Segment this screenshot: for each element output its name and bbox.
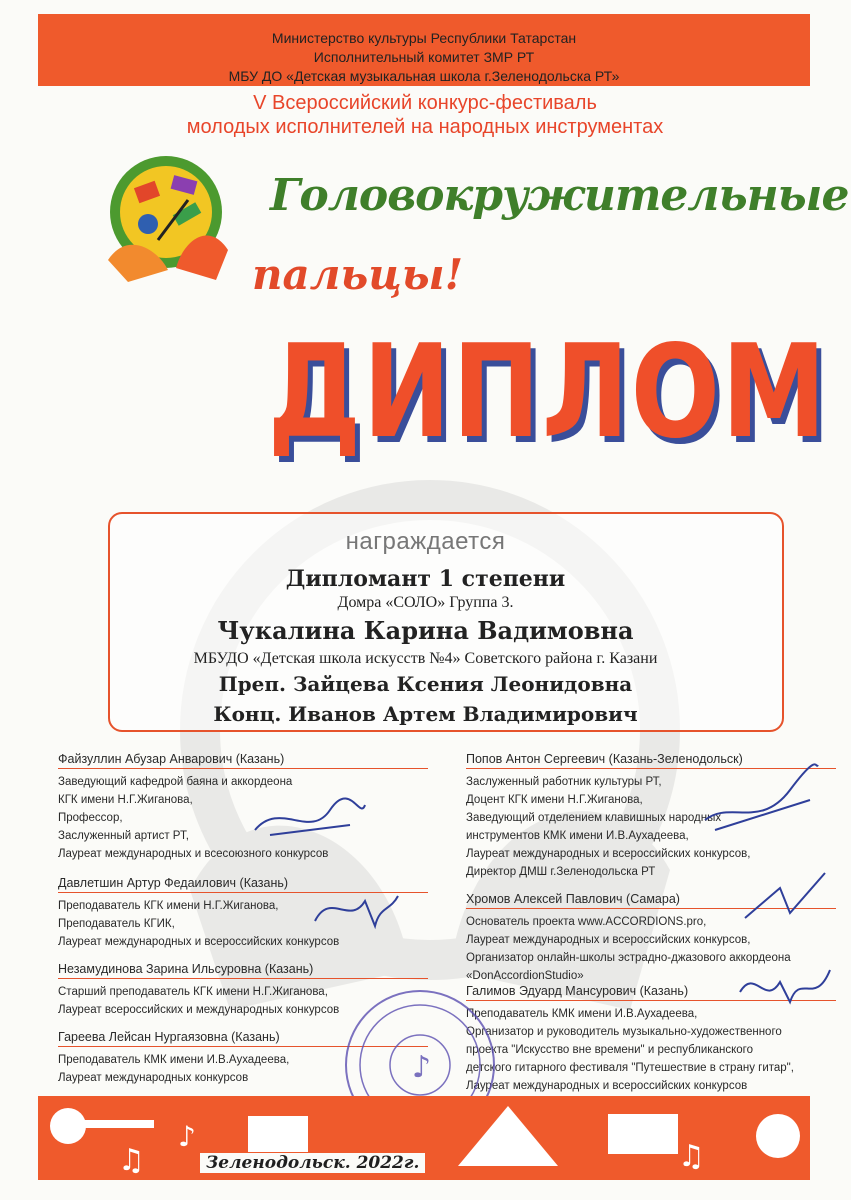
jury-title: КГК имени Н.Г.Жиганова, xyxy=(58,794,193,806)
jury-title: Лауреат международных и всероссийских конкурсов xyxy=(58,936,340,948)
jury-name: Файзуллин Абузар Анварович (Казань) xyxy=(58,752,428,769)
brand-title-line-1: Головокружительные xyxy=(270,170,849,221)
jury-title: Лауреат международных и всесоюзного конкурсов xyxy=(58,848,329,860)
jury-name: Давлетшин Артур Федаилович (Казань) xyxy=(58,876,428,893)
jury-name: Гареева Лейсан Нургаязовна (Казань) xyxy=(58,1030,428,1047)
jury-name: Хромов Алексей Павлович (Самара) xyxy=(466,892,836,909)
award-degree: Дипломант 1 степени xyxy=(285,566,566,592)
jury-title: Преподаватель КГИК, xyxy=(58,918,175,930)
jury-title: Заслуженный работник культуры РТ, xyxy=(466,776,662,788)
jury-title: Организатор онлайн-школы эстрадно-джазового аккордеона xyxy=(466,952,791,964)
jury-title: Заведующий отделением клавишных народных xyxy=(466,812,722,824)
jury-title: Доцент КГК имени Н.Г.Жиганова, xyxy=(466,794,643,806)
signature-icon xyxy=(740,868,830,928)
jury-title: Организатор и руководитель музыкально-художественного xyxy=(466,1026,782,1038)
jury-title: Заслуженный артист РТ, xyxy=(58,830,189,842)
jury-title: Профессор, xyxy=(58,812,123,824)
jury-name: Галимов Эдуард Мансурович (Казань) xyxy=(466,984,836,1001)
festival-title-1: V Всероссийский конкурс-фестиваль xyxy=(253,92,597,114)
org-line-2: Исполнительный комитет ЗМР РТ xyxy=(313,49,535,65)
jury-title: Лауреат всероссийских и международных конкурсов xyxy=(58,1004,340,1016)
signature-icon xyxy=(700,760,820,840)
accompanist-name: Конц. Иванов Артем Владимирович xyxy=(213,702,638,726)
recipient-school: МБУДО «Детская школа искусств №4» Советского района г. Казани xyxy=(193,650,658,667)
org-line-3: МБУ ДО «Детская музыкальная школа г.Зеленодольска РТ» xyxy=(228,68,620,84)
jury-title: Лауреат международных и всероссийских конкурсов, xyxy=(466,848,751,860)
jury-title: «DonAccordionStudio» xyxy=(466,970,584,982)
signature-icon xyxy=(250,790,370,850)
recipient-name: Чукалина Карина Вадимовна xyxy=(217,616,634,645)
nomination: Домра «СОЛО» Группа 3. xyxy=(337,594,514,611)
festival-logo-icon xyxy=(88,150,248,290)
jury-title: Старший преподаватель КГК имени Н.Г.Жиганова, xyxy=(58,986,328,998)
jury-name: Попов Антон Сергеевич (Казань-Зеленодольск) xyxy=(466,752,836,769)
svg-text:♪: ♪ xyxy=(178,1120,196,1153)
jury-title: Лауреат международных и всероссийских конкурсов xyxy=(466,1080,748,1092)
awarded-label: награждается xyxy=(345,528,506,555)
signature-icon xyxy=(310,886,400,936)
jury-title: Преподаватель КМК имени И.В.Аухадеева, xyxy=(466,1008,698,1020)
teacher-name: Преп. Зайцева Ксения Леонидовна xyxy=(218,672,633,696)
jury-title: Заведующий кафедрой баяна и аккордеона xyxy=(58,776,293,788)
jury-title: Основатель проекта www.ACCORDIONS.pro, xyxy=(466,916,707,928)
jury-name: Незамудинова Зарина Ильсуровна (Казань) xyxy=(58,962,428,979)
jury-title: Лауреат международных и всероссийских конкурсов, xyxy=(466,934,751,946)
jury-title: детского гитарного фестиваля "Путешествие в страну гитар", xyxy=(466,1062,794,1074)
jury-title: инструментов КМК имени И.В.Аухадеева, xyxy=(466,830,689,842)
city-year: Зеленодольск. 2022г. xyxy=(200,1153,425,1173)
brand-title-line-2: пальцы! xyxy=(252,250,464,299)
jury-member xyxy=(58,752,428,863)
jury-title: Лауреат международных конкурсов xyxy=(58,1072,249,1084)
svg-text:♪: ♪ xyxy=(412,1050,432,1085)
signature-icon xyxy=(735,962,835,1012)
jury-title: Преподаватель КГК имени Н.Г.Жиганова, xyxy=(58,900,279,912)
festival-title-2: молодых исполнителей на народных инструментах xyxy=(186,116,664,138)
jury-title: Преподаватель КМК имени И.В.Аухадеева, xyxy=(58,1054,290,1066)
document-title: ДИПЛОМ xyxy=(267,318,828,467)
svg-text:♫: ♫ xyxy=(118,1143,145,1178)
org-line-1: Министерство культуры Республики Татарстан xyxy=(271,30,577,46)
svg-text:♫: ♫ xyxy=(678,1139,705,1174)
jury-title: Директор ДМШ г.Зеленодольска РТ xyxy=(466,866,656,878)
jury-title: проекта "Искусство вне времени" и республиканского xyxy=(466,1044,753,1056)
